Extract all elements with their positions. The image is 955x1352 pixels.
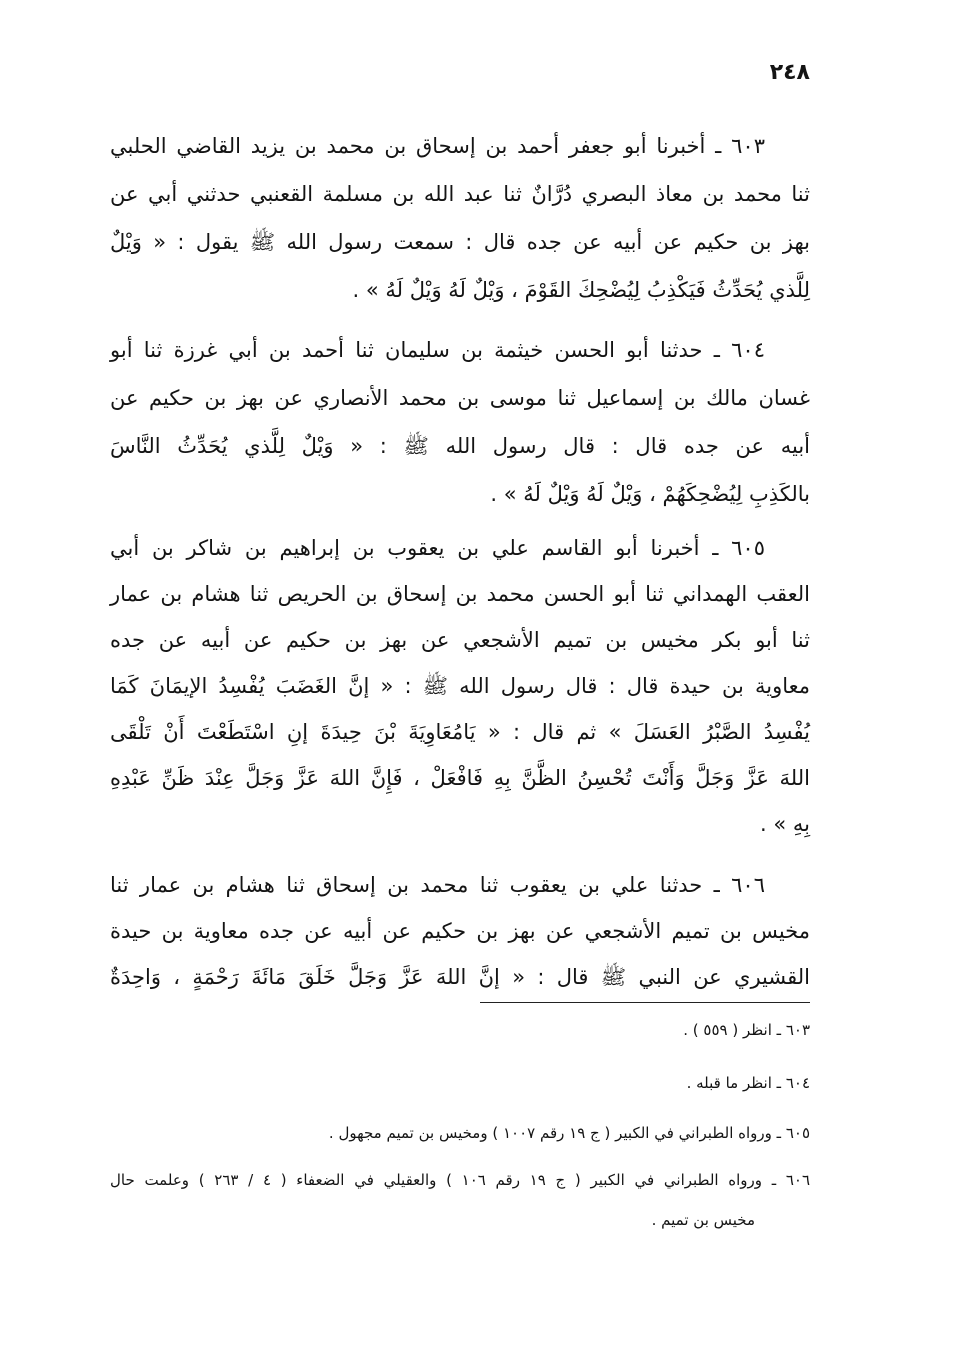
hadith-605-line-1: ٦٠٥ ـ أخبرنا أبو القاسم علي بن يعقوب بن إبراهيم بن شاكر بن أبي: [110, 536, 765, 560]
hadith-604-line-1: ٦٠٤ ـ حدثنا أبو الحسن خيثمة بن سليمان ثنا أحمد بن أبي غرزة ثنا أبو: [110, 338, 765, 362]
hadith-605-line-2: العقب الهمداني ثنا أبو الحسن محمد بن إسحاق بن الحريص ثنا هشام بن عمار: [110, 582, 810, 606]
hadith-606-line-2: مخيس بن تميم الأشجعي عن بهز بن حكيم عن أبيه عن جده معاوية بن حيدة: [110, 919, 810, 943]
hadith-605-line-5: يُفْسِدُ الصَّبْرُ العَسَلَ » ثم قال : « يَامُعَاوِيَةَ بْنَ حِيدَةَ إنِ اسْتَطَعْتَ أَنْ تَلْقَى: [110, 720, 810, 744]
hadith-605: [110, 525, 810, 847]
footnote-separator: [480, 1002, 810, 1003]
footnote-605: [110, 1119, 810, 1147]
hadith-603-line-3: بهز بن حكيم عن أبيه عن جده قال : سمعت رسول الله ﷺ يقول : « وَيْلٌ: [110, 230, 810, 254]
hadith-605-line-4: معاوية بن حيدة قال : قال رسول الله ﷺ : « إنَّ الغَضَبَ يُفْسِدُ الإيمَانَ كَمَا: [110, 674, 810, 698]
hadith-604-line-2: غسان مالك بن إسماعيل ثنا موسى بن محمد الأنصاري عن بهز بن حكيم عن: [110, 386, 810, 410]
footnote-604: [110, 1069, 810, 1097]
hadith-603-line-1: ٦٠٣ ـ أخبرنا أبو جعفر أحمد بن إسحاق بن محمد بن يزيد القاضي الحلبي: [110, 134, 765, 158]
hadith-604-line-3: أبيه عن جده قال : قال رسول الله ﷺ : « وَيْلٌ لِلَّذي يُحَدِّثُ النَّاسَ: [110, 434, 810, 458]
hadith-604: [110, 326, 810, 518]
page-number: ٢٤٨: [769, 60, 810, 85]
hadith-606-line-1: ٦٠٦ ـ حدثنا علي بن يعقوب ثنا محمد بن إسحاق ثنا هشام بن عمار ثنا: [110, 873, 765, 897]
footnote-605-line-1: ٦٠٥ ـ ورواه الطبراني في الكبير ( ج ١٩ رقم ١٠٠٧ ) ومخيس بن تميم مجهول .: [328, 1124, 810, 1142]
footnote-604-line-1: ٦٠٤ ـ انظر ما قبله .: [686, 1074, 810, 1092]
footnote-606: [110, 1160, 810, 1240]
hadith-603: [110, 122, 810, 314]
hadith-604-line-4: بالكَذِبِ لِيُضْحِكَهُمْ ، وَيْلٌ لَهُ وَيْلٌ لَهُ » .: [490, 482, 810, 506]
footnote-606-line-2: مخيس بن تميم .: [651, 1211, 755, 1229]
hadith-606-line-3: القشيري عن النبي ﷺ قال : « إنَّ اللهَ عَزَّ وَجَلَّ خَلَقَ مَائَةَ رَحْمَةٍ ، وَاحِدَةٌ: [110, 965, 810, 989]
hadith-603-line-2: ثنا محمد بن معاذ البصري دُرَّانٌ ثنا عبد الله بن مسلمة القعنبي حدثني أبي عن: [110, 182, 810, 206]
footnote-606-line-1: ٦٠٦ ـ ورواه الطبراني في الكبير ( ج ١٩ رقم ١٠٦ ) والعقيلي في الضعفاء ( ٤ / ٢٦٣ ) وعلمت حال: [110, 1171, 811, 1189]
hadith-605-line-7: بِهِ » .: [760, 812, 810, 836]
footnote-603: [110, 1016, 810, 1044]
hadith-605-line-3: ثنا أبو بكر مخيس بن تميم الأشجعي عن بهز بن حكيم عن أبيه عن جده: [110, 628, 810, 652]
hadith-605-line-6: اللهَ عَزَّ وَجَلَّ وَأَنْتَ تُحْسِنُ الظَّنَّ بِهِ فَافْعَلْ ، فَإِنَّ اللهَ عَزَّ وَجَلَّ عِنْدَ ظَنِّ عَبْدِهِ: [110, 766, 810, 790]
hadith-603-line-4: لِلَّذي يُحَدِّثُ فَيَكْذِبُ لِيُضْحِكَ القَوْمَ ، وَيْلٌ لَهُ وَيْلٌ لَهُ » .: [352, 278, 810, 302]
hadith-606: [110, 862, 810, 1000]
footnote-603-line-1: ٦٠٣ ـ انظر ( ٥٥٩ ) .: [683, 1021, 810, 1039]
